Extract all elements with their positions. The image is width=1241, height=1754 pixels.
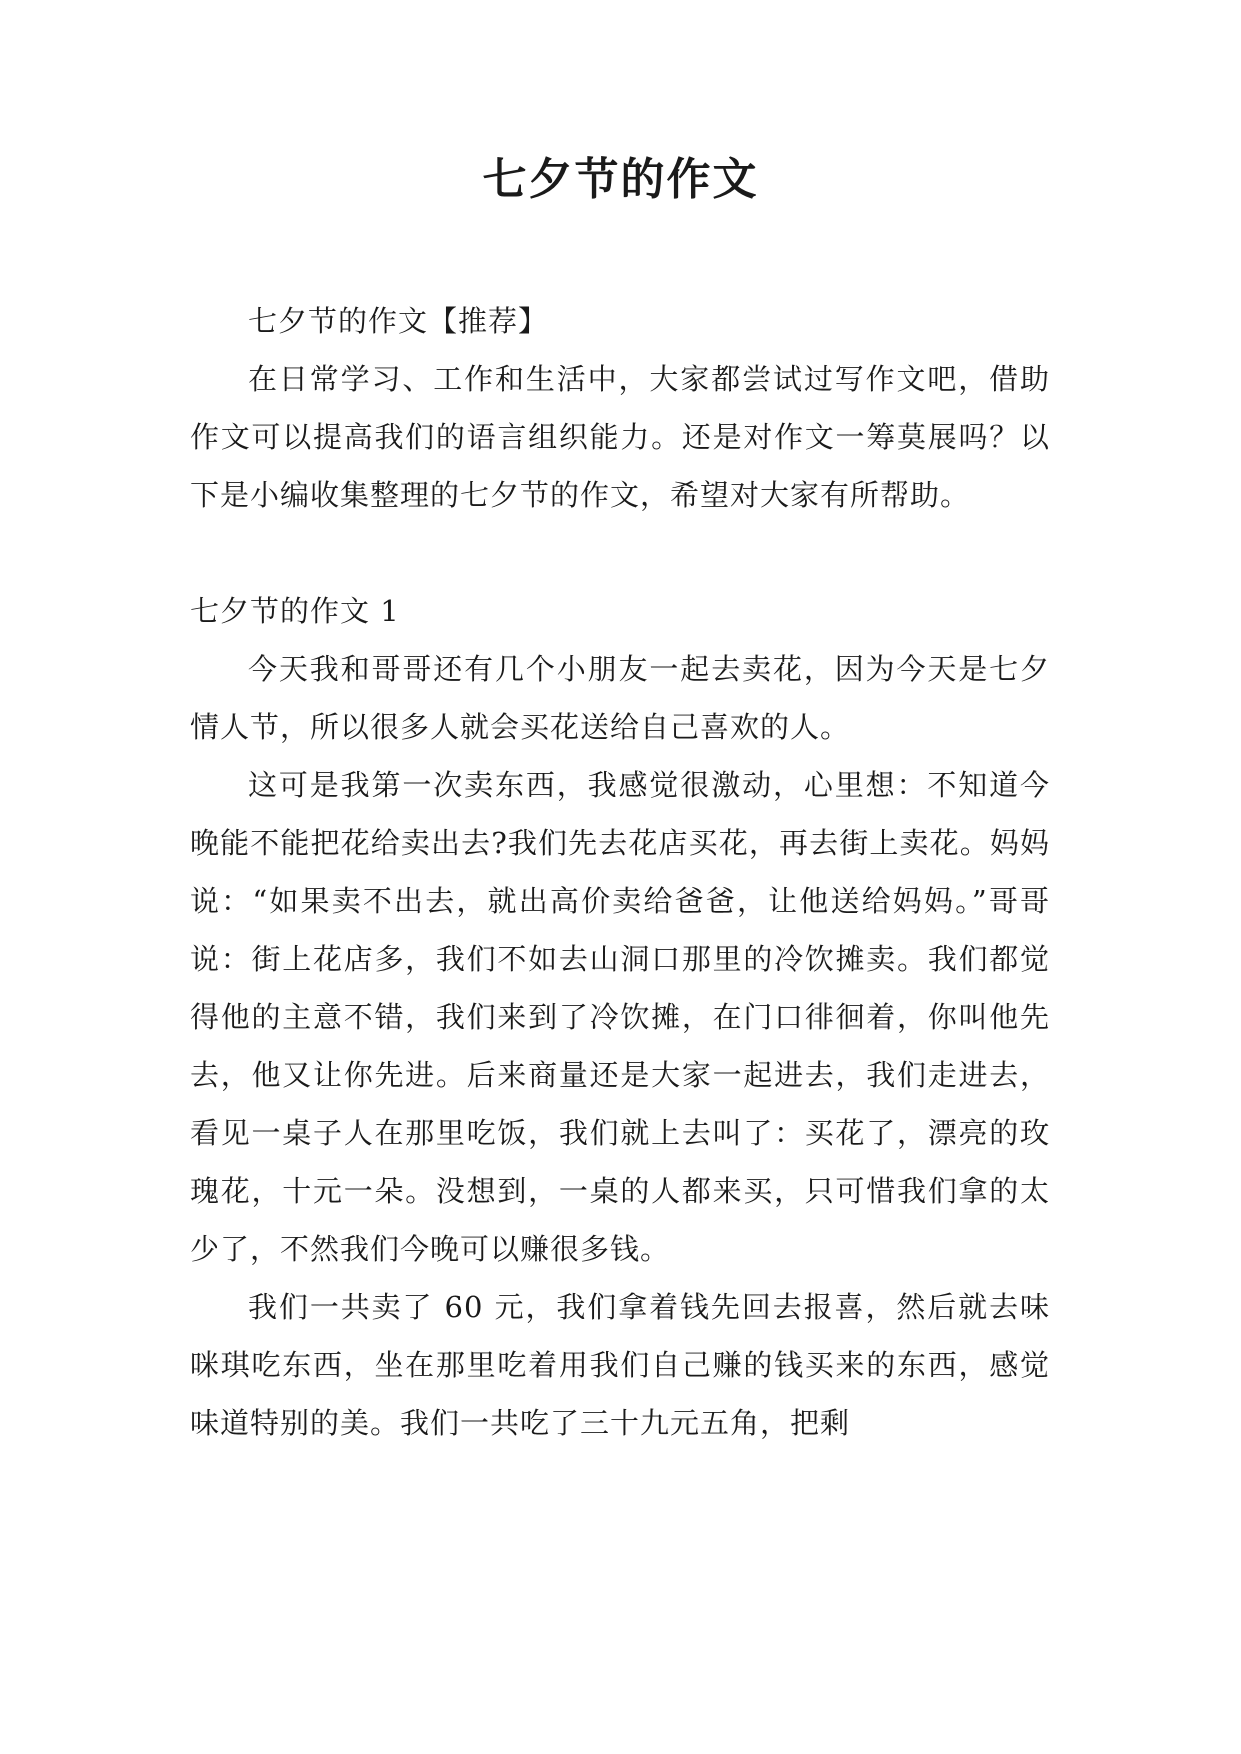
document-body xyxy=(190,292,1050,1452)
body-paragraph: 今天我和哥哥还有几个小朋友一起去卖花，因为今天是七夕情人节，所以很多人就会买花送给自己喜欢的人。 xyxy=(190,652,1050,744)
body-paragraph: 我们一共卖了 60 元，我们拿着钱先回去报喜，然后就去味咪琪吃东西，坐在那里吃着用我们自己赚的钱买来的东西，感觉味道特别的美。我们一共吃了三十九元五角，把剩 xyxy=(190,1290,1050,1440)
document-title: 七夕节的作文 xyxy=(482,154,759,205)
section-heading: 七夕节的作文 1 xyxy=(190,594,400,628)
intro-paragraph: 在日常学习、工作和生活中，大家都尝试过写作文吧，借助作文可以提高我们的语言组织能力。还是对作文一筹莫展吗？以下是小编收集整理的七夕节的作文，希望对大家有所帮助。 xyxy=(190,362,1050,512)
body-paragraph: 这可是我第一次卖东西，我感觉很激动，心里想：不知道今晚能不能把花给卖出去?我们先去花店买花，再去街上卖花。妈妈说：“如果卖不出去，就出高价卖给爸爸，让他送给妈妈。”哥哥说：街上花店多，我们不如去山洞口那里的冷饮摊卖。我们都觉得他的主意不错，我们来到了冷饮摊，在门口徘徊着，你叫他先去，他又让你先进。后来商量还是大家一起进去，我们走进去，看见一桌子人在那里吃饭，我们就上去叫了：买花了，漂亮的玫瑰花，十元一朵。没想到，一桌的人都来买，只可惜我们拿的太少了，不然我们今晚可以赚很多钱。 xyxy=(190,768,1050,1266)
document-subtitle: 七夕节的作文【推荐】 xyxy=(248,304,549,338)
section-spacer xyxy=(190,524,1050,582)
